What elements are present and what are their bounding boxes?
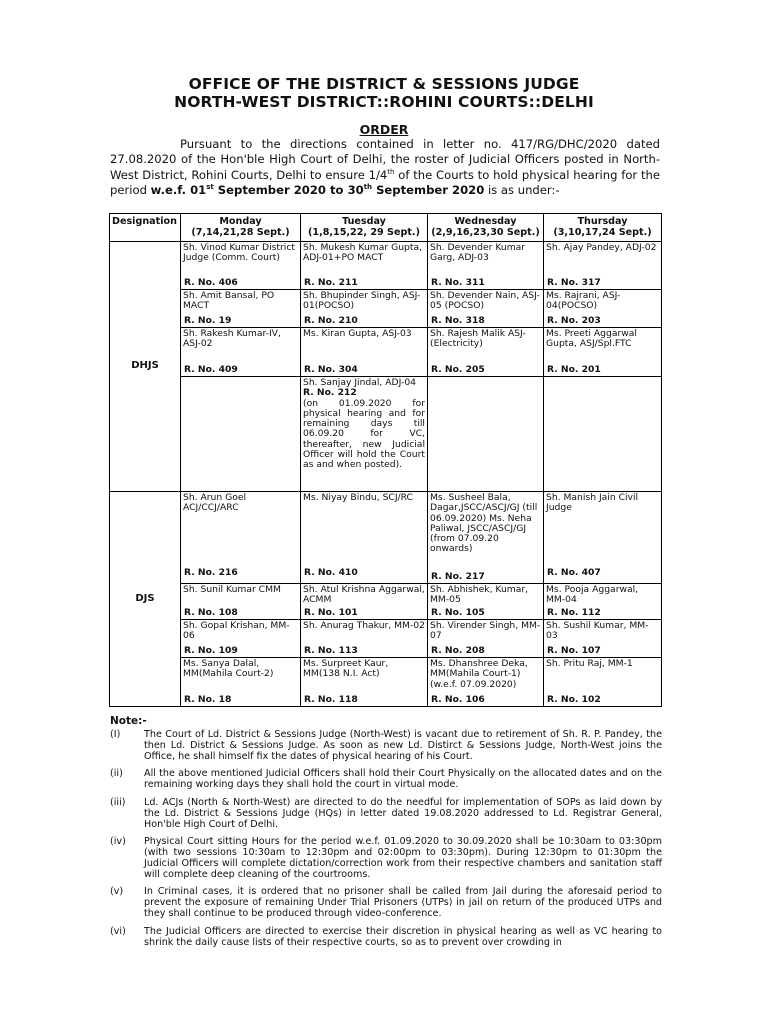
roster-cell: Ms. Kiran Gupta, ASJ-03 R. No. 304 [301,328,428,377]
header-thursday: Thursday (3,10,17,24 Sept.) [544,214,662,242]
table-row [110,620,662,658]
roster-cell: Sh. Sanjay Jindal, ADJ-04 R. No. 212 (on 01.09.2020 for physical hearing and for remaining days till 06.09.20 for VC, thereafter, new Judicial Officer will hold the Court as and when posted). [301,377,428,492]
roster-cell: Sh. Devender Nain, ASJ-05 (POCSO) R. No. 318 [428,290,544,328]
note-item: (iii) Ld. ACJs (North & North-West) are directed to do the needful for implementation of SOPs as laid down by the Ld. District & Sessions Judge (HQs) in letter dated 19.08.2020 addressed to Ld. Registrar General, Hon'ble High Court of Delhi. [110,796,662,830]
roster-cell: Sh. Devender Kumar Garg, ADJ-03 R. No. 311 [428,242,544,290]
roster-cell: Sh. Bhupinder Singh, ASJ-01(POCSO) R. No. 210 [301,290,428,328]
roster-cell: Sh. Pritu Raj, MM-1 R. No. 102 [544,658,662,707]
group-label-djs: DJS [110,492,181,707]
table-row [110,328,662,377]
roster-cell-empty [428,377,544,492]
header-designation: Designation [110,214,181,242]
roster-cell-empty [181,377,301,492]
roster-cell-empty [544,377,662,492]
roster-table [109,213,662,707]
header-tuesday: Tuesday (1,8,15,22, 29 Sept.) [301,214,428,242]
roster-cell: Ms. Dhanshree Deka, MM(Mahila Court-1) (w.e.f. 07.09.2020) R. No. 106 [428,658,544,707]
roster-cell: Sh. Sushil Kumar, MM-03 R. No. 107 [544,620,662,658]
roster-cell: Sh. Virender Singh, MM-07 R. No. 208 [428,620,544,658]
roster-cell: Ms. Preeti Aggarwal Gupta, ASJ/Spl.FTC R. No. 201 [544,328,662,377]
table-row [110,492,662,584]
roster-cell: Ms. Rajrani, ASJ-04(POCSO) R. No. 203 [544,290,662,328]
header-monday: Monday (7,14,21,28 Sept.) [181,214,301,242]
header-wednesday: Wednesday (2,9,16,23,30 Sept.) [428,214,544,242]
roster-cell: Sh. Rakesh Kumar-IV, ASJ-02 R. No. 409 [181,328,301,377]
roster-cell: Sh. Manish Jain Civil Judge R. No. 407 [544,492,662,584]
intro-paragraph: Pursuant to the directions contained in letter no. 417/RG/DHC/2020 dated 27.08.2020 of the Hon'ble High Court of Delhi, the roster of Judicial Officers posted in North-West District, Rohini Courts, Delhi to ensure 1/4th of the Courts to hold physical hearing for the period w.e.f. 01st September 2020 to 30th September 2020 is as under:- [110,137,660,198]
note-item: (iv) Physical Court sitting Hours for the period w.e.f. 01.09.2020 to 30.09.2020 shall be 10:30am to 03:30pm (with two sessions 10:30am to 12:30pm and 02:00pm to 03:30pm). During 12:30pm to 01:30pm the Judicial Officers will complete dictation/correction work from their respective chambers and sanitation staff will complete deep cleaning of the courtrooms. [110,835,662,881]
roster-cell: Ms. Surpreet Kaur, MM(138 N.I. Act) R. No. 118 [301,658,428,707]
roster-cell: Ms. Pooja Aggarwal, MM-04 R. No. 112 [544,584,662,620]
roster-cell: Sh. Rajesh Malik ASJ-(Electricity) R. No. 205 [428,328,544,377]
roster-cell: Sh. Atul Krishna Aggarwal, ACMM R. No. 101 [301,584,428,620]
roster-cell: Sh. Anurag Thakur, MM-02 R. No. 113 [301,620,428,658]
table-row [110,242,662,290]
roster-cell: Sh. Sunil Kumar CMM R. No. 108 [181,584,301,620]
note-item: (v) In Criminal cases, it is ordered that no prisoner shall be called from Jail during the aforesaid period to prevent the exposure of remaining Under Trial Prisoners (UTPs) in jail on return of the produced UTPs and they shall continue to be produced through video-conference. [110,886,662,920]
district-heading: NORTH-WEST DISTRICT::ROHINI COURTS::DELHI [174,93,594,111]
office-heading: OFFICE OF THE DISTRICT & SESSIONS JUDGE [188,75,580,93]
roster-cell: Ms. Susheel Bala, Dagar,JSCC/ASCJ/GJ (till 06.09.2020) Ms. Neha Paliwal, JSCC/ASCJ/GJ (from 07.09.20 onwards) R. No. 217 [428,492,544,584]
roster-cell: Sh. Abhishek, Kumar, MM-05 R. No. 105 [428,584,544,620]
roster-cell: Ms. Niyay Bindu, SCJ/RC R. No. 410 [301,492,428,584]
header-row [110,214,662,242]
notes-title: Note:- [110,715,147,727]
note-item: (I) The Court of Ld. District & Sessions Judge (North-West) is vacant due to retirement of Sh. R. P. Pandey, the then Ld. District & Sessions Judge. As soon as new Ld. Distirct & Sessions Judge, North-West joins the Office, he shall himself fix the dates of physical hearing of his Court. [110,729,662,763]
note-item: (vi) The Judicial Officers are directed to exercise their discretion in physical hearing as well as VC hearing to shrink the daily cause lists of their respective courts, so as to prevent over crowding in [110,925,662,948]
roster-cell: Ms. Sanya Dalal, MM(Mahila Court-2) R. No. 18 [181,658,301,707]
table-row [110,658,662,707]
roster-cell: Sh. Gopal Krishan, MM-06 R. No. 109 [181,620,301,658]
note-item: (ii) All the above mentioned Judicial Officers shall hold their Court Physically on the allocated dates and on the remaining working days they shall hold the court in virtual mode. [110,768,662,791]
roster-cell: Sh. Vinod Kumar District Judge (Comm. Court) R. No. 406 [181,242,301,290]
order-title: ORDER [359,122,409,137]
roster-cell: Sh. Amit Bansal, PO MACT R. No. 19 [181,290,301,328]
roster-cell: Sh. Ajay Pandey, ADJ-02 R. No. 317 [544,242,662,290]
table-row [110,290,662,328]
table-row [110,584,662,620]
roster-cell: Sh. Arun Goel ACJ/CCJ/ARC R. No. 216 [181,492,301,584]
table-row [110,377,662,492]
notes-section [110,716,662,954]
group-label-dhjs: DHJS [110,242,181,492]
roster-cell: Sh. Mukesh Kumar Gupta, ADJ-01+PO MACT R. No. 211 [301,242,428,290]
